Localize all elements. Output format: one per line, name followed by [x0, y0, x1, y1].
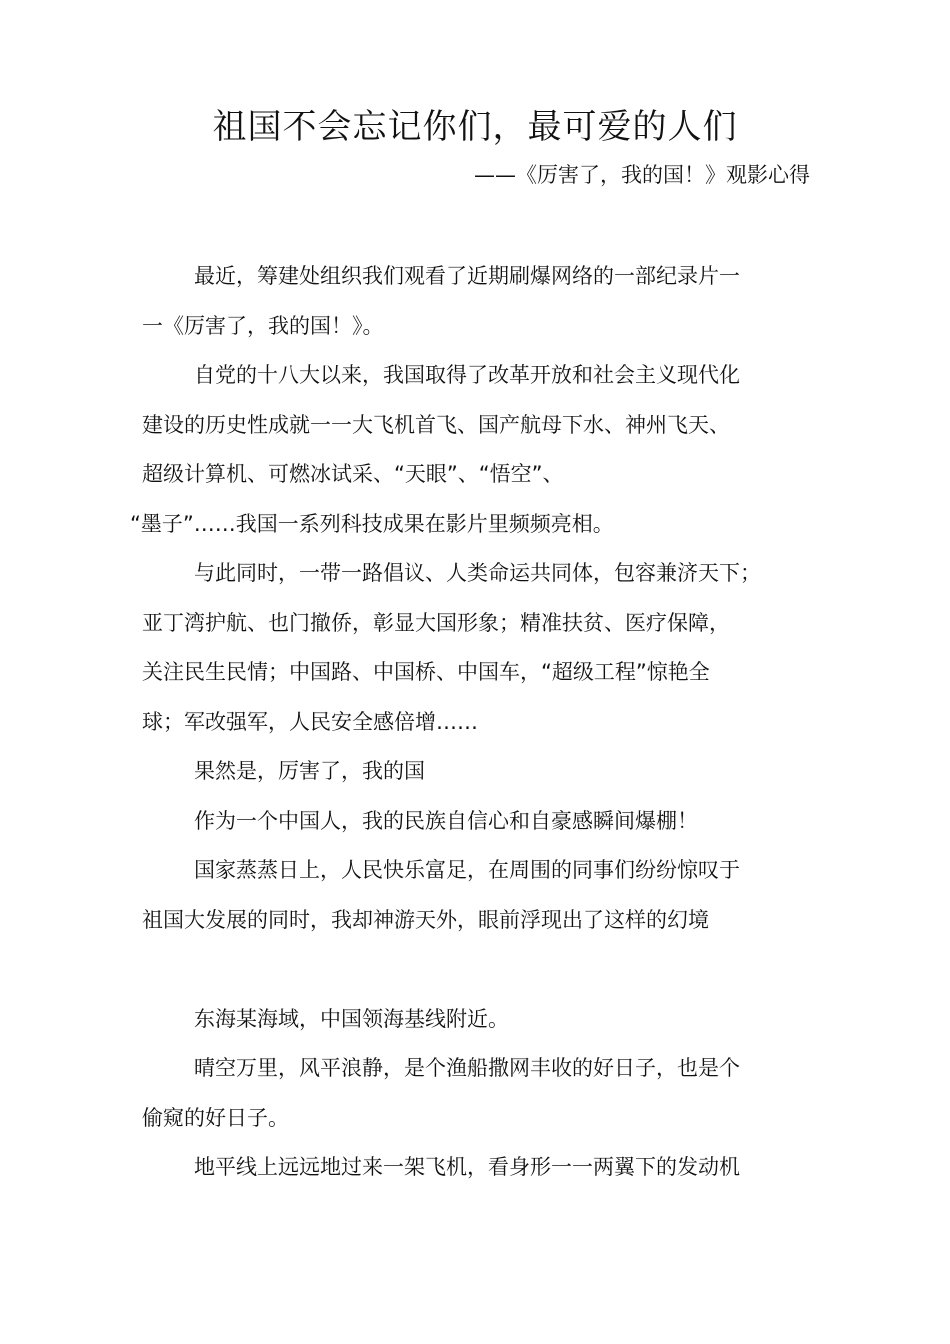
paragraph-line: 建设的历史性成就一一大飞机首飞、国产航母下水、神州飞天、: [142, 412, 730, 437]
paragraph-line: 祖国大发展的同时，我却神游天外，眼前浮现出了这样的幻境: [142, 907, 709, 932]
paragraph-5: [142, 797, 832, 847]
paragraph-gap: [142, 945, 832, 995]
document-body: [130, 252, 832, 1193]
paragraph-9: [142, 1143, 832, 1193]
paragraph-line: “墨子”……我国一系列科技成果在影片里频频亮相。: [130, 511, 614, 536]
paragraph-8: [142, 1044, 832, 1143]
paragraph-line: 作为一个中国人，我的民族自信心和自豪感瞬间爆棚！: [194, 808, 698, 833]
paragraph-4: [142, 747, 832, 797]
paragraph-6: [142, 846, 832, 945]
paragraph-line: 球；军改强军，人民安全感倍增……: [142, 709, 478, 734]
document-title: 祖国不会忘记你们，最可爱的人们: [212, 107, 738, 147]
document-subtitle: ——《厉害了，我的国！》观影心得: [474, 163, 810, 187]
paragraph-line: 地平线上远远地过来一架飞机，看身形一一两翼下的发动机: [194, 1155, 740, 1179]
paragraph-line: 偷窥的好日子。: [142, 1105, 289, 1130]
paragraph-3: [142, 549, 832, 747]
paragraph-line: 晴空万里，风平浪静，是个渔船撒网丰收的好日子，也是个: [194, 1056, 740, 1080]
paragraph-line: 超级计算机、可燃冰试采、“天眼”、“悟空”、: [142, 462, 564, 486]
paragraph-2: [130, 351, 832, 549]
paragraph-1: [142, 252, 832, 351]
paragraph-7: [142, 995, 832, 1045]
paragraph-line: 与此同时，一带一路倡议、人类命运共同体，包容兼济天下；: [194, 561, 761, 585]
paragraph-line: 果然是，厉害了，我的国: [194, 759, 425, 783]
paragraph-line: 东海某海域，中国领海基线附近。: [194, 1006, 509, 1031]
paragraph-line: 关注民生民情；中国路、中国桥、中国车，“超级工程”惊艳全: [142, 660, 710, 684]
paragraph-line: 一《厉害了，我的国！》。: [142, 313, 384, 338]
paragraph-line: 最近，筹建处组织我们观看了近期刷爆网络的一部纪录片一: [194, 264, 740, 288]
paragraph-line: 自党的十八大以来，我国取得了改革开放和社会主义现代化: [194, 363, 740, 387]
paragraph-line: 国家蒸蒸日上，人民快乐富足，在周围的同事们纷纷惊叹于: [194, 858, 740, 882]
paragraph-line: 亚丁湾护航、也门撤侨，彰显大国形象；精准扶贫、医疗保障，: [142, 610, 730, 635]
